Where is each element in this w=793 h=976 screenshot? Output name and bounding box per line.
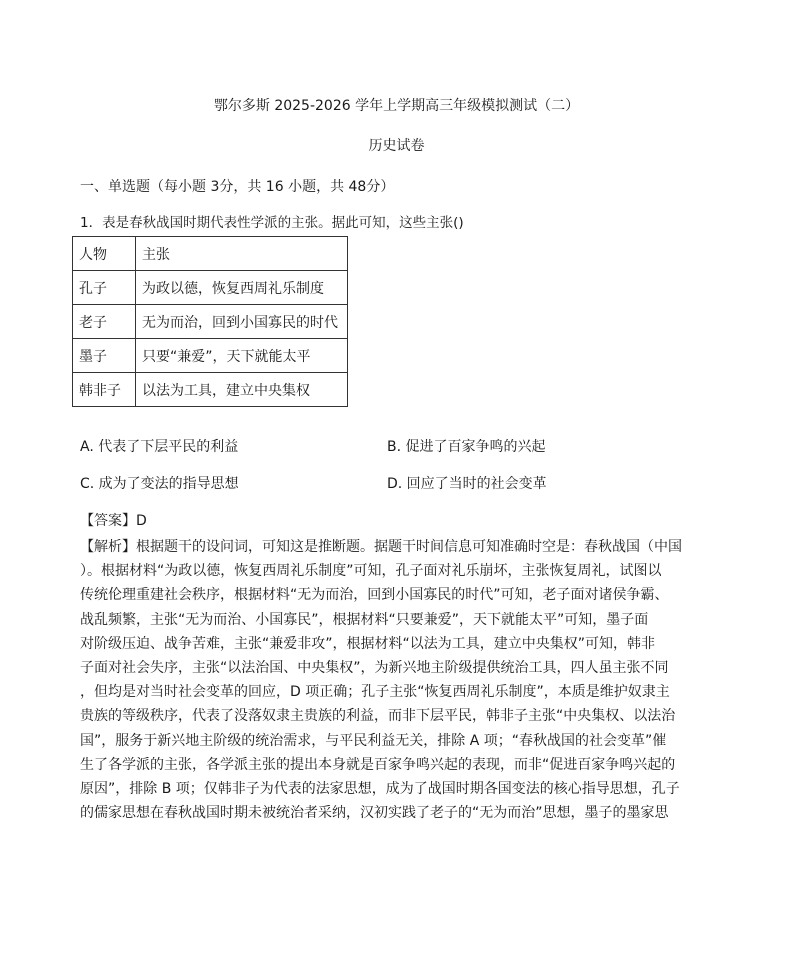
analysis-line: 国”，服务于新兴地主阶级的统治需求，与平民利益无关，排除 A 项；“春秋战国的社会变革”催 <box>80 732 667 749</box>
answer-label: 【答案】D <box>80 513 147 529</box>
table-cell-person: 老子 <box>73 305 136 339</box>
table-cell-person: 韩非子 <box>73 373 136 407</box>
table-cell-claim: 为政以德，恢复西周礼乐制度 <box>136 271 348 305</box>
analysis-line: 战乱频繁，主张“无为而治、小国寡民”，根据材料“只要兼爱”，天下就能太平”可知，墨子面 <box>80 611 649 628</box>
table-row <box>73 339 348 373</box>
analysis-line: ，但均是对当时社会变革的回应，D 项正确；孔子主张“恢复西周礼乐制度”，本质是维护奴隶主 <box>80 684 670 701</box>
exam-title: 鄂尔多斯 2025-2026 学年上学期高三年级模拟测试（二） <box>213 98 580 114</box>
option-d[interactable]: D. 回应了当时的社会变革 <box>387 476 547 492</box>
analysis-line: 子面对社会失序，主张“以法治国、中央集权”，为新兴地主阶级提供统治工具，四人虽主张不同 <box>80 660 669 677</box>
analysis-line: 原因”，排除 B 项；仅韩非子为代表的法家思想，成为了战国时期各国变法的核心指导思想，孔子 <box>80 781 680 798</box>
analysis-line: 贵族的等级秩序，代表了没落奴隶主贵族的利益，而非下层平民，韩非子主张“中央集权、以法治 <box>80 708 676 725</box>
table-cell-person: 墨子 <box>73 339 136 373</box>
table-cell-person: 孔子 <box>73 271 136 305</box>
table-header-cell: 主张 <box>136 237 348 271</box>
exam-subtitle: 历史试卷 <box>368 138 425 154</box>
analysis-line: ）。根据材料“为政以德，恢复西周礼乐制度”可知，孔子面对礼乐崩坏，主张恢复周礼，试图以 <box>80 563 662 580</box>
question-1-stem: 1．表是春秋战国时期代表性学派的主张。据此可知，这些主张() <box>80 215 464 231</box>
option-c[interactable]: C. 成为了变法的指导思想 <box>80 476 239 492</box>
table-row <box>73 305 348 339</box>
option-b[interactable]: B. 促进了百家争鸣的兴起 <box>387 439 546 455</box>
option-a[interactable]: A. 代表了下层平民的利益 <box>80 439 239 455</box>
table-cell-claim: 只要“兼爱”，天下就能太平 <box>136 339 348 373</box>
analysis-line: 生了各学派的主张，各学派主张的提出本身就是百家争鸣兴起的表现，而非“促进百家争鸣兴起的 <box>80 756 676 773</box>
table-header-row <box>73 237 348 271</box>
analysis-line: 对阶级压迫、战争苦难，主张“兼爱非攻”，根据材料“以法为工具，建立中央集权”可知，韩非 <box>80 635 656 652</box>
analysis-line: 传统伦理重建社会秩序，根据材料“无为而治，回到小国寡民的时代”可知，老子面对诸侯争霸、 <box>80 587 669 604</box>
table-row <box>73 271 348 305</box>
analysis-text <box>80 535 714 825</box>
table-cell-claim: 无为而治，回到小国寡民的时代 <box>136 305 348 339</box>
table-cell-claim: 以法为工具，建立中央集权 <box>136 373 348 407</box>
analysis-line: 【解析】根据题干的设问词，可知这是推断题。据题干时间信息可知准确时空是：春秋战国（中国 <box>80 539 682 555</box>
analysis-line: 的儒家思想在春秋战国时期未被统治者采纳，汉初实践了老子的“无为而治”思想，墨子的墨家思 <box>80 805 669 822</box>
table-row <box>73 373 348 407</box>
table-header-cell: 人物 <box>73 237 136 271</box>
section-heading: 一、单选题（每小题 3分，共 16 小题，共 48分） <box>80 179 395 195</box>
schools-table <box>72 236 348 407</box>
